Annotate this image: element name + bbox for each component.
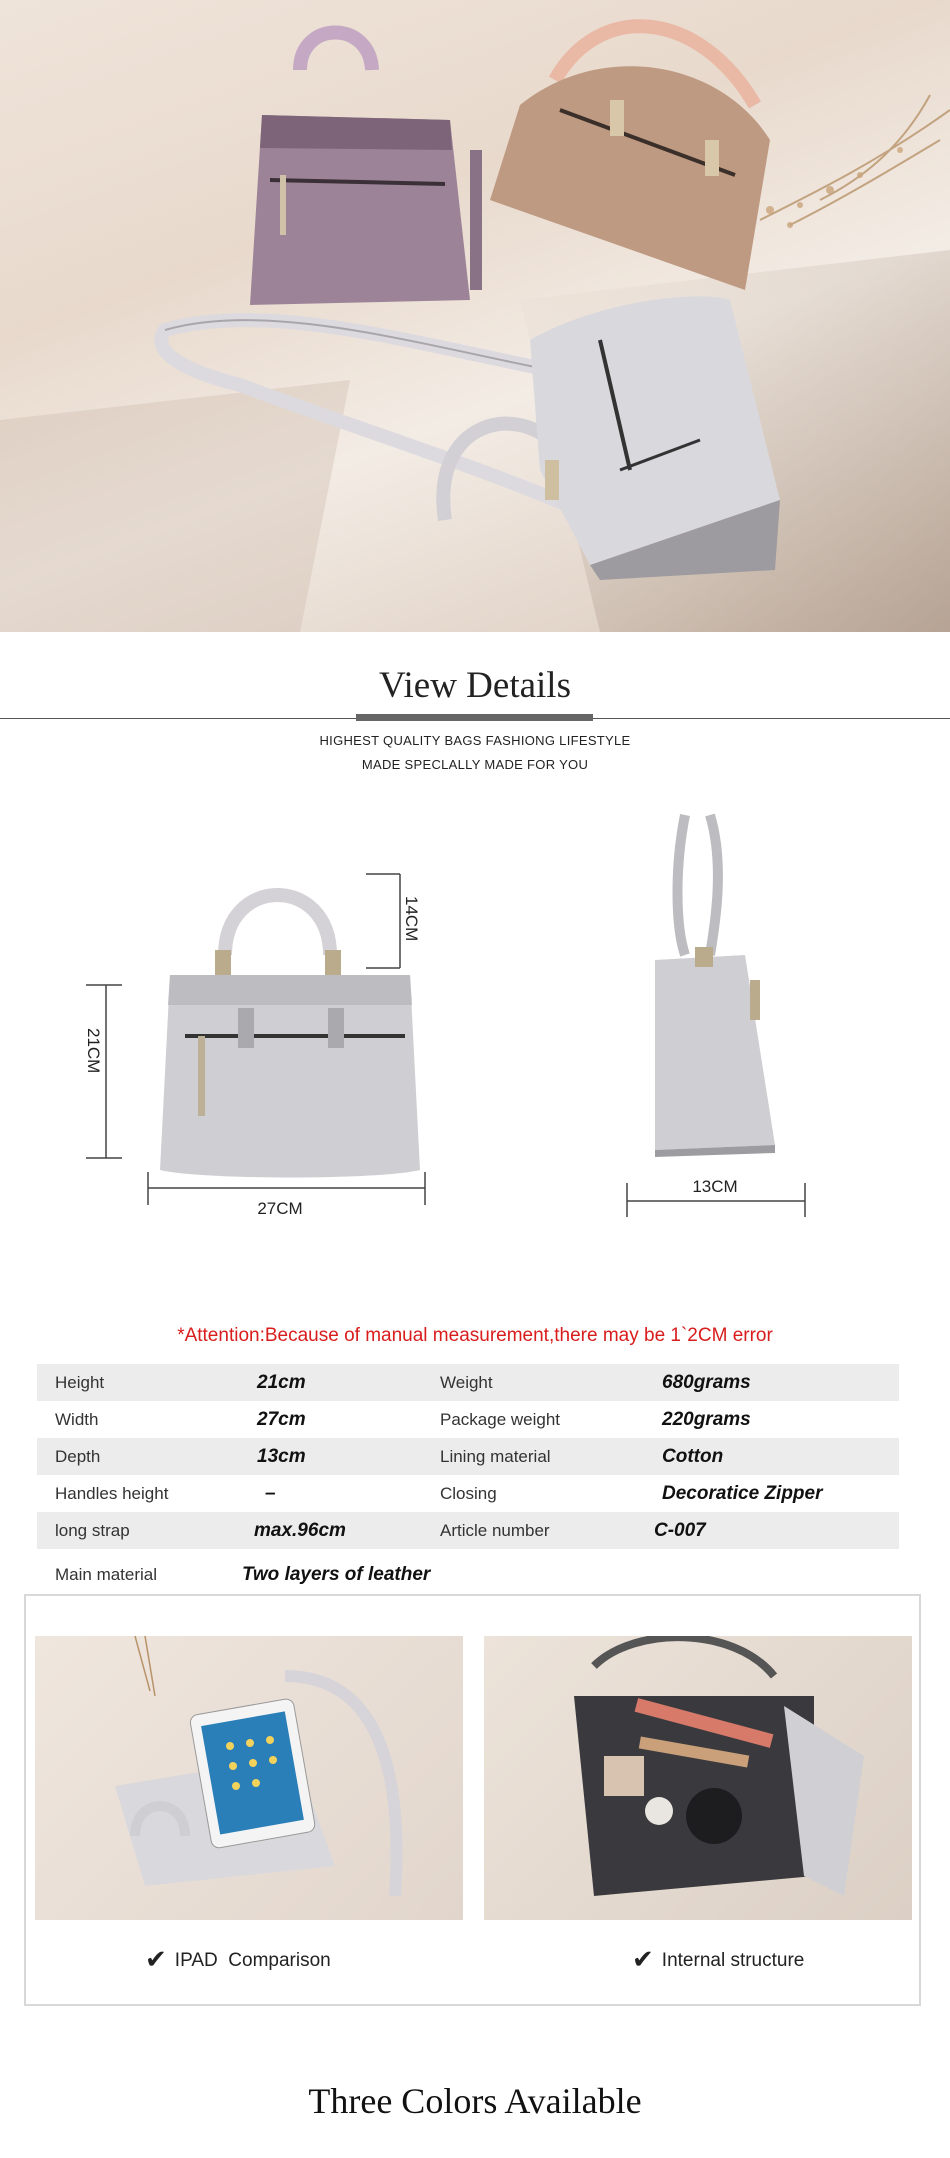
spec-label: Article number	[440, 1521, 550, 1540]
internal-structure-label: Internal structure	[661, 1950, 805, 1971]
grey-bag	[443, 296, 780, 580]
ipad-comparison-label: IPAD Comparison	[174, 1950, 331, 1971]
spec-value: max.96cm	[254, 1520, 346, 1541]
attention-note: *Attention:Because of manual measurement,there may be 1`2CM error	[177, 1325, 773, 1346]
spec-value: –	[265, 1483, 276, 1504]
title-underline-bar	[356, 714, 593, 721]
spec-label: long strap	[55, 1521, 130, 1540]
dim-depth-label: 13CM	[692, 1177, 738, 1196]
table-row	[37, 1556, 899, 1593]
spec-label: Lining material	[440, 1447, 551, 1466]
tan-bag	[490, 26, 770, 290]
spec-value: 680grams	[662, 1372, 751, 1393]
ipad-comparison-caption	[145, 1944, 331, 1975]
spec-value: 220grams	[662, 1409, 751, 1430]
table-row	[37, 1475, 899, 1512]
spec-label: Closing	[440, 1484, 497, 1503]
table-row	[37, 1364, 899, 1401]
internal-structure-photo	[484, 1636, 912, 1920]
spec-label: Height	[55, 1373, 105, 1392]
three-handbags-illustration	[0, 0, 950, 632]
dim-width-label: 27CM	[257, 1199, 303, 1218]
spec-label: Main material	[55, 1565, 158, 1584]
hero-product-photo	[0, 0, 950, 632]
front-bag-diagram	[80, 860, 440, 1230]
spec-value: C-007	[654, 1520, 706, 1541]
side-bag-diagram	[615, 805, 825, 1225]
three-colors-title: Three Colors Available	[308, 2081, 642, 2121]
purple-bag	[250, 33, 482, 306]
spec-value: Cotton	[662, 1446, 724, 1467]
view-details-title: View Details	[379, 665, 571, 706]
subtitle-line-1: HIGHEST QUALITY BAGS FASHIONG LIFESTYLE	[319, 733, 631, 748]
table-row	[37, 1512, 899, 1549]
spec-value: Two layers of leather	[242, 1564, 431, 1585]
dim-height-label: 21CM	[84, 1028, 103, 1074]
spec-label: Handles height	[55, 1484, 169, 1503]
spec-value: 21cm	[257, 1372, 306, 1393]
table-row	[37, 1438, 899, 1475]
internal-structure-caption	[632, 1944, 804, 1975]
ipad-comparison-photo	[35, 1636, 463, 1920]
spec-label: Package weight	[440, 1410, 561, 1429]
subtitle-line-2: MADE SPECLALLY MADE FOR YOU	[361, 757, 589, 772]
spec-value: 13cm	[257, 1446, 306, 1467]
check-icon: ✔	[632, 1944, 654, 1974]
check-icon: ✔	[145, 1944, 167, 1974]
spec-value: Decoratice Zipper	[662, 1483, 823, 1504]
dim-handle-label: 14CM	[402, 896, 421, 942]
spec-label: Weight	[440, 1373, 493, 1392]
spec-label: Depth	[55, 1447, 101, 1466]
spec-label: Width	[55, 1410, 99, 1429]
table-row	[37, 1401, 899, 1438]
spec-value: 27cm	[257, 1409, 306, 1430]
